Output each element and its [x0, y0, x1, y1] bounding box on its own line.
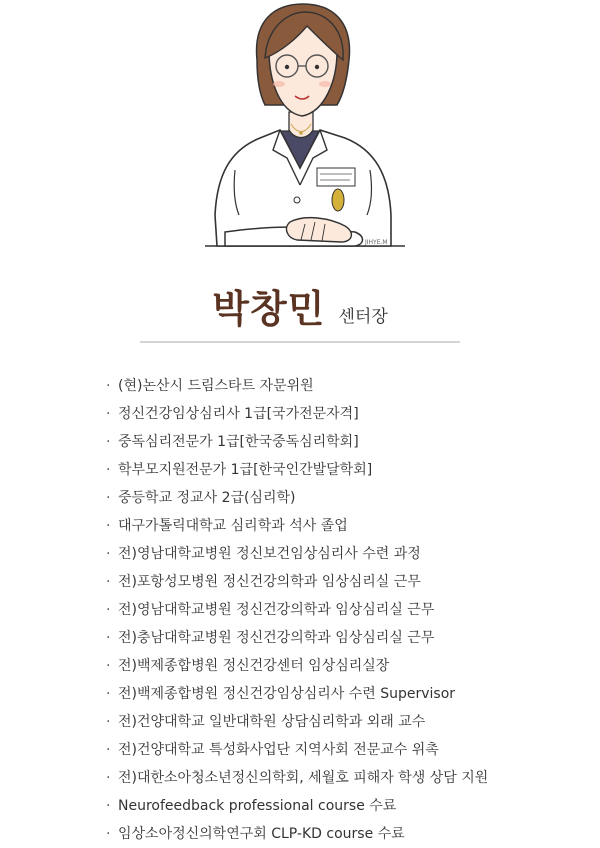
- signature: JIHYE.M: [365, 239, 388, 246]
- person-title: 센터장: [338, 307, 388, 327]
- bio-text: 중독심리전문가 1급[한국중독심리학회]: [118, 434, 359, 450]
- bullet: ·: [106, 826, 111, 842]
- bio-item: [106, 512, 488, 540]
- bio-text: 전)영남대학교병원 정신보건임상심리사 수련 과정: [118, 546, 421, 562]
- bio-item: [106, 400, 488, 428]
- bio-text: 전)충남대학교병원 정신건강의학과 임상심리실 근무: [118, 630, 435, 646]
- bio-item: [106, 484, 488, 512]
- bio-item: [106, 820, 488, 848]
- bio-item: [106, 736, 488, 764]
- doctor-illustration-icon: [205, 0, 405, 262]
- bullet: ·: [106, 574, 111, 590]
- bio-item: [106, 540, 488, 568]
- bio-list: [106, 372, 488, 848]
- bullet: ·: [106, 546, 111, 562]
- bullet: ·: [106, 798, 111, 814]
- bio-item: [106, 764, 488, 792]
- bullet: ·: [106, 406, 111, 422]
- bullet: ·: [106, 714, 111, 730]
- bullet: ·: [106, 602, 111, 618]
- bio-item: [106, 708, 488, 736]
- bullet: ·: [106, 770, 111, 786]
- bullet: ·: [106, 490, 111, 506]
- bio-item: [106, 372, 488, 400]
- bullet: ·: [106, 630, 111, 646]
- bio-item: [106, 624, 488, 652]
- bullet: ·: [106, 518, 111, 534]
- bullet: ·: [106, 742, 111, 758]
- bio-text: 전)영남대학교병원 정신건강의학과 임상심리실 근무: [118, 602, 435, 618]
- bio-text: 전)대한소아청소년정신의학회, 세월호 피해자 학생 상담 지원: [118, 770, 489, 786]
- bullet: ·: [106, 378, 111, 394]
- bio-text: 대구가톨릭대학교 심리학과 석사 졸업: [118, 518, 348, 534]
- bio-text: (현)논산시 드림스타트 자문위원: [118, 378, 314, 394]
- bullet: ·: [106, 686, 111, 702]
- bio-text: 전)건양대학교 일반대학원 상담심리학과 외래 교수: [118, 714, 426, 730]
- bio-item: [106, 652, 488, 680]
- bio-text: 전)백제종합병원 정신건강센터 임상심리실장: [118, 658, 390, 674]
- bio-item: [106, 428, 488, 456]
- bio-text: 정신건강임상심리사 1급[국가전문자격]: [118, 406, 359, 422]
- person-name: 박창민: [212, 287, 326, 331]
- bio-text: 전)백제종합병원 정신건강임상심리사 수련 Supervisor: [118, 686, 456, 702]
- bio-text: Neurofeedback professional course 수료: [118, 798, 397, 814]
- bio-text: 학부모지원전문가 1급[한국인간발달학회]: [118, 462, 373, 478]
- name-header: [0, 278, 600, 333]
- bio-item: [106, 456, 488, 484]
- bullet: ·: [106, 434, 111, 450]
- bio-text: 전)포항성모병원 정신건강의학과 임상심리실 근무: [118, 574, 421, 590]
- bio-item: [106, 680, 488, 708]
- bio-item: [106, 568, 488, 596]
- bullet: ·: [106, 462, 111, 478]
- bio-text: 임상소아정신의학연구회 CLP-KD course 수료: [118, 826, 405, 842]
- bio-item: [106, 596, 488, 624]
- bio-text: 전)건양대학교 특성화사업단 지역사회 전문교수 위촉: [118, 742, 439, 758]
- bio-text: 중등학교 정교사 2급(심리학): [118, 490, 296, 506]
- bio-item: [106, 792, 488, 820]
- divider: [140, 341, 460, 343]
- bullet: ·: [106, 658, 111, 674]
